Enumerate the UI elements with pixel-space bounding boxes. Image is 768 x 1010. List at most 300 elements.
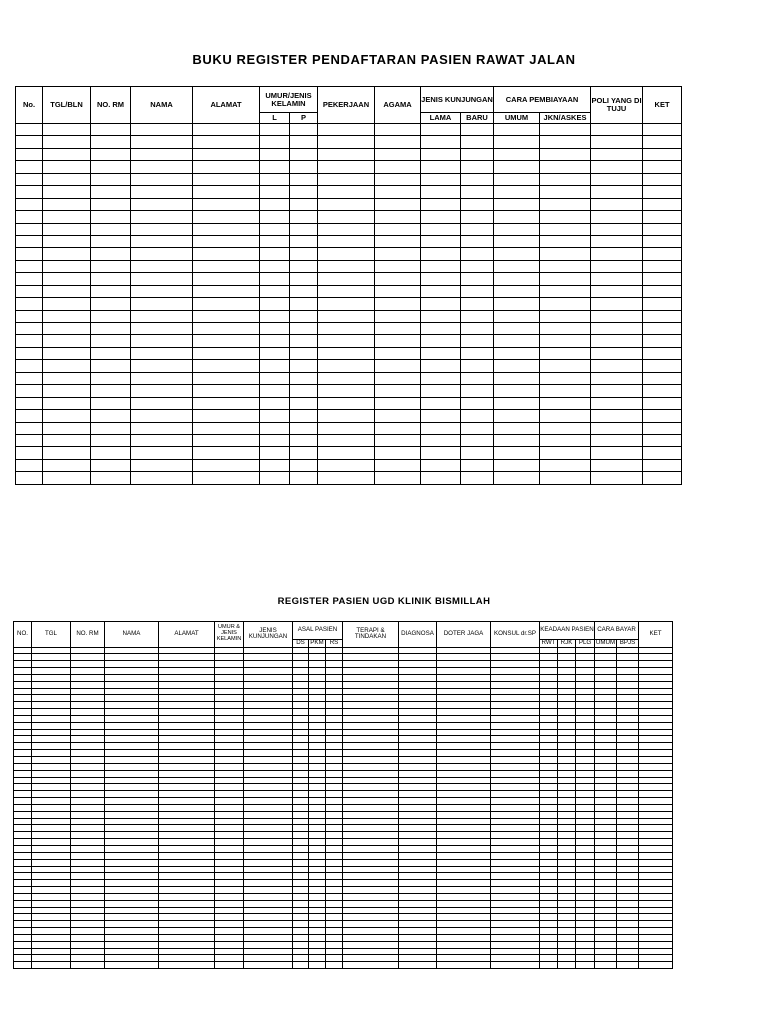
register2-table-cell xyxy=(32,647,71,654)
register2-table-cell xyxy=(215,777,244,784)
register2-table-cell xyxy=(326,647,343,654)
register2-table-cell xyxy=(159,770,215,777)
register1-table-cell xyxy=(375,459,421,471)
register2-table-cell xyxy=(293,873,309,880)
register1-table-cell xyxy=(16,298,43,310)
register2-table-cell xyxy=(71,674,105,681)
register2-table-cell xyxy=(576,818,595,825)
register2-table-cell xyxy=(491,845,540,852)
register2-table-cell xyxy=(309,955,326,962)
register1-table-cell xyxy=(591,198,643,210)
register2-table-cell xyxy=(491,948,540,955)
register2-table-cell xyxy=(105,962,159,969)
register2-table-cell xyxy=(540,962,558,969)
register2-table-cell xyxy=(309,743,326,750)
register2-table-cell xyxy=(558,729,576,736)
register1-table-cell xyxy=(643,248,682,260)
register2-table-cell xyxy=(309,647,326,654)
register2-table-cell xyxy=(437,798,491,805)
register1-table-cell xyxy=(131,360,193,372)
header-umur-l: L xyxy=(260,113,290,124)
register2-table-cell xyxy=(105,804,159,811)
register2-table-cell xyxy=(343,811,399,818)
register2-table-cell xyxy=(399,921,437,928)
register2-table-cell xyxy=(159,887,215,894)
register2-table-cell xyxy=(399,845,437,852)
register1-table-cell xyxy=(494,235,540,247)
register2-table-cell xyxy=(309,674,326,681)
register2-table-cell xyxy=(617,784,639,791)
register2-table-cell xyxy=(576,859,595,866)
register1-table-cell xyxy=(643,323,682,335)
register2-table-cell xyxy=(326,702,343,709)
register1-table-cell xyxy=(591,472,643,484)
register2-table-cell xyxy=(14,798,32,805)
register2-table-cell xyxy=(244,757,293,764)
register2-table-cell xyxy=(326,811,343,818)
register2-table-cell xyxy=(639,743,673,750)
register2-table-cell xyxy=(399,709,437,716)
register2-table-cell xyxy=(309,668,326,675)
register2-table-cell xyxy=(595,729,617,736)
register2-table-cell xyxy=(293,859,309,866)
register2-table-cell xyxy=(159,695,215,702)
register2-table-cell xyxy=(105,777,159,784)
register2-table-cell xyxy=(293,887,309,894)
register2-table-row xyxy=(14,722,673,729)
register2-table-cell xyxy=(159,784,215,791)
register2-table-cell xyxy=(32,770,71,777)
register1-table-cell xyxy=(131,273,193,285)
register1-table-cell xyxy=(643,360,682,372)
register2-table-cell xyxy=(309,852,326,859)
register2-table-cell xyxy=(326,750,343,757)
header-jenis-baru: BARU xyxy=(461,113,494,124)
register2-table-cell xyxy=(617,661,639,668)
register2-table-cell xyxy=(309,770,326,777)
register2-table-cell xyxy=(105,928,159,935)
register2-table-cell xyxy=(343,921,399,928)
register1-table-cell xyxy=(494,186,540,198)
register2-table-cell xyxy=(437,804,491,811)
register2-table-cell xyxy=(14,845,32,852)
register1-table-cell xyxy=(193,173,260,185)
register1-table-cell xyxy=(318,397,375,409)
register1-table-cell xyxy=(643,298,682,310)
register2-table-cell xyxy=(595,668,617,675)
register1-table-cell xyxy=(131,260,193,272)
register2-table-cell xyxy=(343,695,399,702)
register1-table-cell xyxy=(540,397,591,409)
register2-table-cell xyxy=(399,654,437,661)
register2-table-cell xyxy=(215,750,244,757)
register2-table-cell xyxy=(244,941,293,948)
register2-table-cell xyxy=(399,880,437,887)
register2-table-cell xyxy=(309,893,326,900)
register2-table-cell xyxy=(71,845,105,852)
register1-table-cell xyxy=(260,372,290,384)
register1-table-cell xyxy=(43,360,91,372)
register1-table-cell xyxy=(318,198,375,210)
register2-table-cell xyxy=(595,791,617,798)
register2-table-cell xyxy=(399,743,437,750)
register1-table-cell xyxy=(290,360,318,372)
register2-table-cell xyxy=(343,709,399,716)
register2-table-cell xyxy=(540,845,558,852)
register2-table-cell xyxy=(215,941,244,948)
register2-table-cell xyxy=(558,887,576,894)
register2-table-cell xyxy=(293,702,309,709)
register2-table-cell xyxy=(159,743,215,750)
register2-table-cell xyxy=(32,914,71,921)
register1-table-cell xyxy=(91,434,131,446)
register2-table-cell xyxy=(326,914,343,921)
register1-table-cell xyxy=(91,198,131,210)
register1-table-cell xyxy=(540,161,591,173)
register1-table-cell xyxy=(91,372,131,384)
register1-table-cell xyxy=(91,223,131,235)
register1-table-cell xyxy=(375,472,421,484)
register2-table-cell xyxy=(309,880,326,887)
register1-table-cell xyxy=(540,198,591,210)
register2-table-cell xyxy=(71,921,105,928)
register1-table-cell xyxy=(591,422,643,434)
register1-table-cell xyxy=(260,385,290,397)
register2-table-cell xyxy=(105,873,159,880)
register1-table-cell xyxy=(193,273,260,285)
register1-table-cell xyxy=(461,335,494,347)
register2-table-cell xyxy=(437,818,491,825)
register2-table-cell xyxy=(159,729,215,736)
register2-table-row xyxy=(14,852,673,859)
register2-table-cell xyxy=(558,770,576,777)
register2-table-cell xyxy=(326,668,343,675)
register1-table-cell xyxy=(591,161,643,173)
register1-table-cell xyxy=(421,211,461,223)
register2-table-cell xyxy=(617,798,639,805)
register2-table-cell xyxy=(105,893,159,900)
register2-table-cell xyxy=(159,804,215,811)
register2-table-cell xyxy=(244,715,293,722)
register2-table-cell xyxy=(244,722,293,729)
register2-table-cell xyxy=(326,866,343,873)
register2-table-cell xyxy=(105,784,159,791)
register2-table-cell xyxy=(576,702,595,709)
register2-table-cell xyxy=(576,955,595,962)
register2-table-cell xyxy=(399,928,437,935)
register2-table-row xyxy=(14,688,673,695)
register2-table-cell xyxy=(159,709,215,716)
register2-table-cell xyxy=(399,914,437,921)
register1-table-cell xyxy=(193,298,260,310)
register2-table-cell xyxy=(595,763,617,770)
register2-table-cell xyxy=(540,900,558,907)
register2-table-cell xyxy=(293,743,309,750)
register1-table-cell xyxy=(318,235,375,247)
register2-table-cell xyxy=(540,763,558,770)
register2-table-cell xyxy=(491,866,540,873)
register2-table-cell xyxy=(244,907,293,914)
register1-table-cell xyxy=(16,472,43,484)
register2-table-cell xyxy=(617,948,639,955)
register2-table-cell xyxy=(293,914,309,921)
register2-table-cell xyxy=(399,695,437,702)
register2-table-cell xyxy=(14,914,32,921)
ugd-header-no: NO. xyxy=(14,622,32,648)
register1-table-cell xyxy=(494,472,540,484)
register2-table-cell xyxy=(105,729,159,736)
register1-table-cell xyxy=(494,434,540,446)
register2-table-cell xyxy=(491,661,540,668)
register1-table-cell xyxy=(16,235,43,247)
register2-table-cell xyxy=(343,702,399,709)
register1-table-cell xyxy=(260,410,290,422)
register2-table-cell xyxy=(576,907,595,914)
register2-table-cell xyxy=(343,839,399,846)
register1-table-cell xyxy=(193,235,260,247)
register2-table-cell xyxy=(14,750,32,757)
ugd-header-diagnosa: DIAGNOSA xyxy=(399,622,437,648)
header-cara-pembiayaan: CARA PEMBIAYAAN xyxy=(494,87,591,113)
register2-table-cell xyxy=(215,880,244,887)
register1-table-row xyxy=(16,273,682,285)
register2-table-cell xyxy=(14,647,32,654)
register2-table-cell xyxy=(105,921,159,928)
register1-table-cell xyxy=(290,347,318,359)
register1-table-cell xyxy=(461,173,494,185)
register2-table-cell xyxy=(576,893,595,900)
register1-table-cell xyxy=(290,298,318,310)
register2-table-cell xyxy=(491,859,540,866)
register2-table-cell xyxy=(576,804,595,811)
register2-table-cell xyxy=(159,839,215,846)
register1-table-cell xyxy=(16,198,43,210)
register2-table-cell xyxy=(491,777,540,784)
register2-table-cell xyxy=(617,914,639,921)
register2-table-cell xyxy=(437,736,491,743)
register1-table-cell xyxy=(540,310,591,322)
register1-table-cell xyxy=(16,422,43,434)
ugd-header-keadaan-rjk: RJK xyxy=(558,640,576,648)
register1-table-cell xyxy=(375,310,421,322)
register2-table-cell xyxy=(576,934,595,941)
register2-table-cell xyxy=(105,852,159,859)
register1-table-cell xyxy=(375,372,421,384)
register1-table-cell xyxy=(91,410,131,422)
register2-table-cell xyxy=(71,941,105,948)
register1-table-cell xyxy=(91,124,131,136)
register2-table-cell xyxy=(159,955,215,962)
register2-table-cell xyxy=(105,907,159,914)
register2-table-cell xyxy=(576,921,595,928)
register1-table-cell xyxy=(591,347,643,359)
register2-table-cell xyxy=(639,729,673,736)
register2-table-cell xyxy=(399,852,437,859)
register2-table-row xyxy=(14,791,673,798)
register2-table-cell xyxy=(437,887,491,894)
register2-table-cell xyxy=(639,736,673,743)
register2-table-cell xyxy=(491,900,540,907)
register2-table-cell xyxy=(293,647,309,654)
register2-table-cell xyxy=(343,763,399,770)
register2-table-row xyxy=(14,702,673,709)
register1-table-cell xyxy=(43,248,91,260)
register2-table-cell xyxy=(540,804,558,811)
register2-table-cell xyxy=(491,962,540,969)
register2-table-cell xyxy=(244,702,293,709)
register2-table-cell xyxy=(326,736,343,743)
register2-table-cell xyxy=(71,928,105,935)
register1-table-cell xyxy=(540,298,591,310)
register1-table-cell xyxy=(16,248,43,260)
register2-table-cell xyxy=(595,661,617,668)
register2-table-cell xyxy=(105,839,159,846)
register1-table-cell xyxy=(591,434,643,446)
register1-table-cell xyxy=(91,422,131,434)
register2-table-cell xyxy=(32,798,71,805)
register1-table-cell xyxy=(461,124,494,136)
register1-table-cell xyxy=(91,397,131,409)
register2-table-cell xyxy=(215,743,244,750)
register1-table-cell xyxy=(591,285,643,297)
register2-table-cell xyxy=(399,791,437,798)
register2-table-cell xyxy=(639,839,673,846)
register2-table-cell xyxy=(576,743,595,750)
register2-table-cell xyxy=(343,900,399,907)
register2-table-cell xyxy=(159,873,215,880)
register2-table-cell xyxy=(71,798,105,805)
register1-table-cell xyxy=(260,422,290,434)
register2-table-cell xyxy=(491,654,540,661)
register2-table-cell xyxy=(595,715,617,722)
register2-table-cell xyxy=(576,900,595,907)
register2-table-cell xyxy=(159,941,215,948)
ugd-header-alamat: ALAMAT xyxy=(159,622,215,648)
register2-table-cell xyxy=(639,647,673,654)
register2-table-cell xyxy=(244,770,293,777)
register1-table-cell xyxy=(591,248,643,260)
register1-table-cell xyxy=(260,186,290,198)
register1-table-cell xyxy=(16,136,43,148)
register1-table-cell xyxy=(260,434,290,446)
register1-table-cell xyxy=(131,335,193,347)
register2-table-cell xyxy=(105,681,159,688)
register2-table-cell xyxy=(326,859,343,866)
register2-table-cell xyxy=(540,770,558,777)
register2-table-cell xyxy=(215,914,244,921)
register2-table-cell xyxy=(343,681,399,688)
register2-table-cell xyxy=(71,715,105,722)
register2-table-cell xyxy=(540,825,558,832)
register1-table-cell xyxy=(131,198,193,210)
register1-table-cell xyxy=(318,260,375,272)
register2-table-cell xyxy=(343,722,399,729)
register1-table-cell xyxy=(375,447,421,459)
register2-table-cell xyxy=(617,811,639,818)
register1-table-cell xyxy=(421,397,461,409)
register1-table-cell xyxy=(375,124,421,136)
register1-table-cell xyxy=(131,422,193,434)
register2-table-row xyxy=(14,695,673,702)
register2-table-cell xyxy=(71,702,105,709)
register2-table-cell xyxy=(639,893,673,900)
register1-table-cell xyxy=(375,173,421,185)
register2-table-cell xyxy=(491,784,540,791)
register1-table-cell xyxy=(290,323,318,335)
register2-table-cell xyxy=(105,750,159,757)
register2-table-cell xyxy=(595,907,617,914)
register2-table-cell xyxy=(293,839,309,846)
register2-table-cell xyxy=(244,791,293,798)
register2-table-cell xyxy=(326,729,343,736)
register2-table-cell xyxy=(293,736,309,743)
register2-table-cell xyxy=(32,873,71,880)
register1-table-row xyxy=(16,385,682,397)
ugd-header-asal-pkm: PKM xyxy=(310,639,324,646)
register2-table-cell xyxy=(215,647,244,654)
register1-table-cell xyxy=(643,397,682,409)
register2-table-cell xyxy=(343,866,399,873)
register2-table-cell xyxy=(576,941,595,948)
register2-table-cell xyxy=(215,921,244,928)
register2-table-cell xyxy=(105,674,159,681)
register1-table-row xyxy=(16,447,682,459)
register2-table-cell xyxy=(244,798,293,805)
register1-table-cell xyxy=(91,459,131,471)
register1-table-cell xyxy=(421,235,461,247)
outpatient-register-table xyxy=(15,86,682,485)
register2-table-cell xyxy=(437,866,491,873)
register1-table-cell xyxy=(318,148,375,160)
register2-table-cell xyxy=(343,818,399,825)
register1-table-cell xyxy=(43,223,91,235)
register1-table-cell xyxy=(16,260,43,272)
register2-table-cell xyxy=(343,777,399,784)
register2-table-cell xyxy=(309,934,326,941)
register2-table-cell xyxy=(639,818,673,825)
register2-table-cell xyxy=(491,825,540,832)
register1-table-cell xyxy=(421,360,461,372)
register2-table-cell xyxy=(558,784,576,791)
register2-table-cell xyxy=(215,866,244,873)
register1-table-cell xyxy=(91,310,131,322)
register2-table-cell xyxy=(326,887,343,894)
register2-table-cell xyxy=(437,880,491,887)
register2-table-cell xyxy=(558,763,576,770)
register2-table-cell xyxy=(437,688,491,695)
register1-table-cell xyxy=(591,136,643,148)
register2-table-cell xyxy=(343,832,399,839)
register2-table-cell xyxy=(595,695,617,702)
register2-table-cell xyxy=(244,750,293,757)
register2-table-cell xyxy=(326,715,343,722)
register2-table-cell xyxy=(293,866,309,873)
register2-table-cell xyxy=(617,825,639,832)
register2-table-cell xyxy=(491,763,540,770)
register1-table-cell xyxy=(591,360,643,372)
register2-table-cell xyxy=(326,825,343,832)
register2-table-cell xyxy=(437,839,491,846)
register2-table-cell xyxy=(71,743,105,750)
register2-table-cell xyxy=(399,729,437,736)
register2-table-cell xyxy=(399,784,437,791)
register1-table-cell xyxy=(421,472,461,484)
register2-table-cell xyxy=(595,900,617,907)
register1-table-cell xyxy=(193,285,260,297)
register2-table-cell xyxy=(540,866,558,873)
register2-table-cell xyxy=(326,798,343,805)
register1-table-cell xyxy=(375,434,421,446)
